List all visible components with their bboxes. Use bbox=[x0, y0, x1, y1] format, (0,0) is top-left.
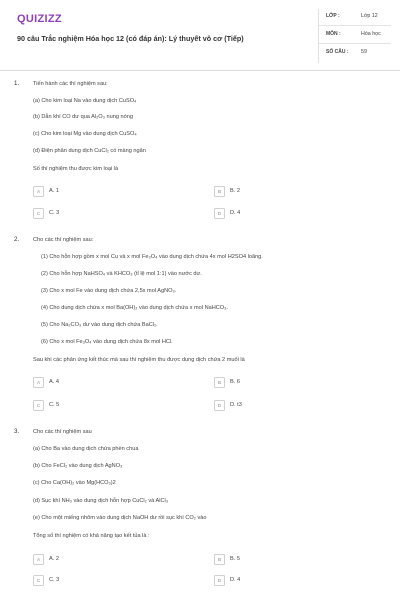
answer-option-b[interactable] bbox=[214, 377, 374, 389]
meta-count-value: 59 bbox=[361, 49, 367, 55]
option-text: B. 2 bbox=[230, 187, 240, 194]
question-number: 1. bbox=[14, 80, 20, 87]
statement-item: (2) Cho hỗn hợp NaHSO₄ và KHCO₃ (tỉ lệ mol 1:1) vào nước dư. bbox=[41, 271, 202, 277]
brand-logo: QUIZIZZ bbox=[17, 13, 62, 25]
option-letter-box: A bbox=[33, 186, 44, 197]
meta-class-value: Lớp 12 bbox=[361, 13, 378, 19]
statement-item: (a) Cho kim loại Na vào dung dịch CuSO₄ bbox=[33, 98, 137, 104]
option-text: B. 5 bbox=[230, 555, 240, 562]
meta-class-row bbox=[319, 9, 391, 26]
statement-item: (5) Cho Na₂CO₃ dư vào dung dịch chứa BaCl₂. bbox=[41, 322, 158, 328]
question-number: 2. bbox=[14, 236, 20, 243]
option-letter-box: D bbox=[214, 575, 225, 586]
statement-item: (b) Cho FeCl₂ vào dung dịch AgNO₃ bbox=[33, 463, 123, 469]
question-prompt: Tổng số thí nghiệm có khả năng tạo kết tủa là : bbox=[33, 533, 150, 539]
option-text: C. 3 bbox=[49, 209, 60, 216]
statement-item: (4) Cho dung dịch chứa x mol Ba(OH)₂ vào dung dịch chứa x mol NaHCO₃. bbox=[41, 305, 228, 311]
answer-option-c[interactable] bbox=[33, 575, 193, 587]
option-text: A. 4 bbox=[49, 378, 59, 385]
option-text: B. 6 bbox=[230, 378, 240, 385]
question-stem: Cho các thí nghiệm sau bbox=[33, 429, 92, 435]
meta-panel bbox=[318, 9, 391, 63]
question-prompt: Số thí nghiệm thu được kim loại là bbox=[33, 166, 119, 172]
answer-option-a[interactable] bbox=[33, 377, 193, 389]
statement-item: (c) Cho kim loại Mg vào dung dịch CuSO₄ bbox=[33, 131, 137, 137]
option-letter-box: C bbox=[33, 575, 44, 586]
option-letter-box: D bbox=[214, 400, 225, 411]
answer-option-d[interactable] bbox=[214, 208, 374, 220]
option-text: C. 3 bbox=[49, 576, 60, 583]
option-letter-box: A bbox=[33, 554, 44, 565]
meta-subject-label: MÔN : bbox=[326, 31, 341, 37]
answer-option-c[interactable] bbox=[33, 208, 193, 220]
question-number: 3. bbox=[14, 428, 20, 435]
answer-option-a[interactable] bbox=[33, 554, 193, 566]
answer-option-b[interactable] bbox=[214, 186, 374, 198]
option-text: D. t3 bbox=[230, 401, 242, 408]
option-letter-box: B bbox=[214, 186, 225, 197]
header-divider bbox=[0, 70, 400, 71]
statement-item: (6) Cho x mol Fe₃O₄ vào dung dịch chứa 8x mol HCl. bbox=[41, 339, 173, 345]
option-letter-box: C bbox=[33, 208, 44, 219]
question-prompt: Sau khi các phản ứng kết thúc mà sau thí nghiệm thu được dung dịch chứa 2 muối là bbox=[33, 357, 245, 363]
statement-item: (d) Điện phân dung dịch CuCl₂ có màng ngăn bbox=[33, 148, 146, 154]
option-letter-box: B bbox=[214, 554, 225, 565]
option-letter-box: C bbox=[33, 400, 44, 411]
meta-class-label: LỚP : bbox=[326, 13, 340, 19]
statement-item: (3) Cho x mol Fe vào dung dịch chứa 2,5x mol AgNO₃. bbox=[41, 288, 177, 294]
meta-count-label: SỐ CÂU : bbox=[326, 49, 349, 55]
option-letter-box: D bbox=[214, 208, 225, 219]
option-letter-box: B bbox=[214, 377, 225, 388]
statement-item: (b) Dẫn khí CO dư qua Al₂O₃ nung nóng bbox=[33, 114, 133, 120]
option-text: D. 4 bbox=[230, 576, 241, 583]
statement-item: (d) Sục khí NH₃ vào dung dịch hỗn hợp CuCl₂ và AlCl₃ bbox=[33, 498, 169, 504]
answer-option-d[interactable] bbox=[214, 400, 374, 412]
statement-item: (a) Cho Ba vào dung dịch chứa phèn chua bbox=[33, 446, 139, 452]
answer-option-c[interactable] bbox=[33, 400, 193, 412]
answer-option-d[interactable] bbox=[214, 575, 374, 587]
question-stem: Cho các thí nghiệm sau: bbox=[33, 237, 94, 243]
statement-item: (1) Cho hỗn hợp gồm x mol Cu và x mol Fe₃O₄ vào dung dịch chứa 4x mol H2SO4 loãng. bbox=[41, 254, 263, 260]
option-text: A. 1 bbox=[49, 187, 59, 194]
meta-subject-value: Hóa học bbox=[361, 31, 381, 37]
document-title: 90 câu Trắc nghiệm Hóa học 12 (có đáp án): Lý thuyết vô cơ (Tiếp) bbox=[17, 34, 244, 43]
answer-option-b[interactable] bbox=[214, 554, 374, 566]
question-stem: Tiến hành các thí nghiệm sau: bbox=[33, 81, 108, 87]
meta-count-row bbox=[319, 45, 391, 61]
document-header bbox=[0, 0, 400, 68]
answer-option-a[interactable] bbox=[33, 186, 193, 198]
option-letter-box: A bbox=[33, 377, 44, 388]
option-text: A. 2 bbox=[49, 555, 59, 562]
option-text: C. 5 bbox=[49, 401, 60, 408]
meta-subject-row bbox=[319, 27, 391, 44]
statement-item: (c) Cho Ca(OH)₂ vào Mg(HCO₃)2 bbox=[33, 480, 116, 486]
statement-item: (e) Cho một miếng nhôm vào dung dịch NaOH dư rồi sục khí CO₂ vào bbox=[33, 515, 207, 521]
option-text: D. 4 bbox=[230, 209, 241, 216]
